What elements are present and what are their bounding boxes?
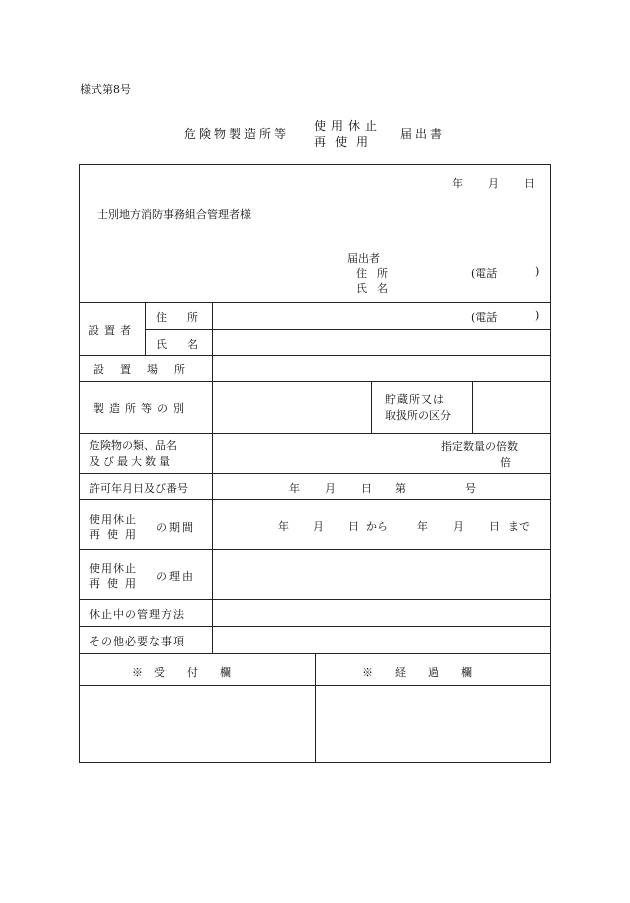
row-divider [79,302,551,303]
made: まで [508,520,530,533]
row-divider [79,599,551,600]
period-label-b: 再使用 [89,528,143,541]
col-divider [315,653,316,763]
permit-label: 許可年月日及び番号 [89,482,188,495]
row-divider [79,433,551,434]
title-main: 危険物製造所等 [184,127,290,141]
addressee: 士別地方消防事務組合管理者様 [97,208,251,221]
col-divider [145,302,146,355]
row-divider [79,381,551,382]
permit-day-field[interactable]: 日 [361,482,372,495]
row-divider [145,329,551,330]
date-day-field[interactable]: 日 [524,177,535,190]
form-number: 様式第8号 [80,83,131,96]
title-option-suspend: 使用休止 [314,119,383,133]
to-month-field[interactable]: 月 [453,520,464,533]
reason-label-a: 使用休止 [89,562,137,575]
permit-dai: 第 [395,482,406,495]
hazmat-label-1: 危険物の類、品名 [89,439,177,452]
kara: から [366,520,388,533]
col-divider [472,381,473,433]
reason-label-c: の理由 [156,570,195,583]
to-day-field[interactable]: 日 [489,520,500,533]
hazmat-label-2: 及び最大数量 [89,455,173,468]
notifier-phone-label: (電話 [471,267,498,280]
from-day-field[interactable]: 日 [348,520,359,533]
multiple-unit: 倍 [500,456,511,469]
from-year-field[interactable]: 年 [278,520,289,533]
management-label: 休止中の管理方法 [89,608,185,621]
permit-month-field[interactable]: 月 [325,482,336,495]
from-month-field[interactable]: 月 [313,520,324,533]
notifier-address-label: 住所 [356,267,398,280]
installer-address-label: 住所 [156,311,218,324]
multiple-label: 指定数量の倍数 [441,440,518,453]
col-divider [371,381,372,433]
permit-year-field[interactable]: 年 [289,482,300,495]
title-suffix: 届出書 [400,127,446,141]
other-label: その他必要な事項 [89,635,185,648]
date-month-field[interactable]: 月 [488,177,499,190]
installer-name-label: 氏名 [156,338,218,351]
row-divider [79,473,551,474]
receipt-column-label: ※ 受 付 欄 [132,666,231,679]
storage-class-label-1: 貯蔵所又は [385,393,445,406]
progress-column-label: ※ 経 過 欄 [362,666,472,679]
facility-type-label: 製造所等の別 [93,402,189,415]
title-option-reuse: 再使用 [314,135,378,149]
period-label-a: 使用休止 [89,513,137,526]
installer-phone-close: ) [535,309,540,322]
notifier-phone-close: ) [535,265,540,278]
period-label-c: の期間 [156,521,195,534]
row-divider [79,626,551,627]
notifier-label: 届出者 [347,252,380,265]
storage-class-label-2: 取扱所の区分 [385,409,451,422]
installer-phone-label: (電話 [471,311,498,324]
row-divider [79,499,551,500]
location-label: 設置場所 [93,363,201,376]
reason-label-b: 再使用 [89,577,143,590]
col-divider [212,302,213,653]
date-year-field[interactable]: 年 [452,177,463,190]
row-divider [79,549,551,550]
permit-go: 号 [465,482,476,495]
row-divider [79,355,551,356]
to-year-field[interactable]: 年 [417,520,428,533]
notifier-name-label: 氏名 [356,282,398,295]
installer-label: 設置者 [88,324,136,337]
